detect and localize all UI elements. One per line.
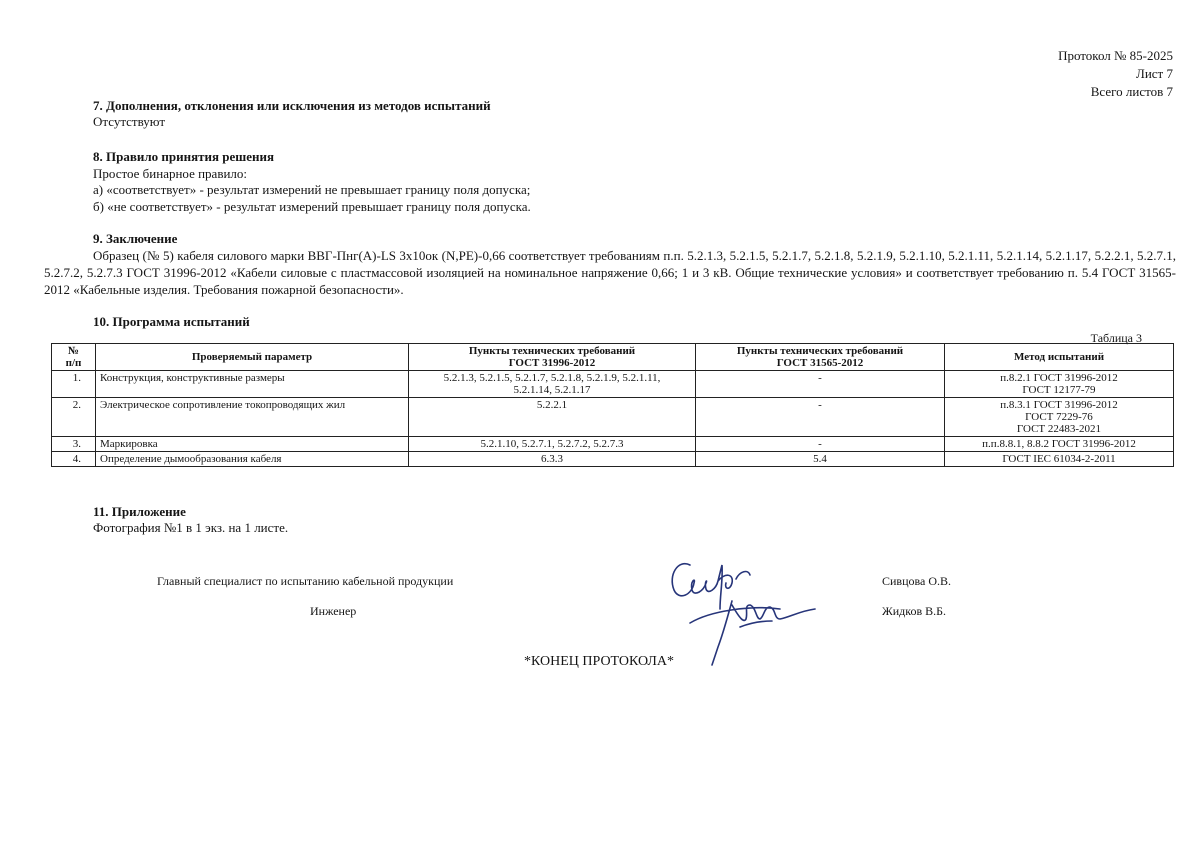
section-10-heading: 10. Программа испытаний xyxy=(93,314,250,329)
handwritten-signatures xyxy=(660,535,830,670)
section-8-line-2: а) «соответствует» - результат измерений не превышает границу поля допуска; xyxy=(93,182,531,197)
row-number: 4. xyxy=(52,452,96,467)
signer-1-name: Сивцова О.В. xyxy=(882,574,952,588)
section-7-text: Отсутствуют xyxy=(93,114,166,129)
table-header-row xyxy=(52,344,1174,371)
row-gost-31565-points: 5.4 xyxy=(696,452,945,467)
row-gost-31996-points: 6.3.3 xyxy=(409,452,696,467)
row-method: ГОСТ IEC 61034-2-2011 xyxy=(945,452,1174,467)
row-gost-31996-points: 5.2.1.3, 5.2.1.5, 5.2.1.7, 5.2.1.8, 5.2.1.9, 5.2.1.11, 5.2.1.14, 5.2.1.17 xyxy=(409,371,696,398)
row-method: п.8.3.1 ГОСТ 31996-2012 ГОСТ 7229-76 ГОСТ 22483-2021 xyxy=(945,398,1174,437)
protocol-number: Протокол № 85-2025 xyxy=(1058,48,1173,63)
conclusion-paragraph: Образец (№ 5) кабеля силового марки ВВГ-Пнг(А)-LS 3х10ок (N,PE)-0,66 соответствует требованиям п.п. 5.2.1.3, 5.2.1.5, 5.2.1.7, 5.2.1.8, 5.2.1.9, 5.2.1.10, 5.2.1.11, 5.2.1.14, 5.2.1.17, 5.2.2.1, 5.2.7.1, 5.2.7.2, 5.2.7.3 ГОСТ 31996-2012 «Кабели силовые с пластмассовой изоляцией на номинальное напряжение 0,66; 1 и 3 кВ. Общие технические условия» и соответствует требованию п. 5.4 ГОСТ 31565-2012 «Кабельные изделия. Требования пожарной безопасности». xyxy=(44,248,1176,297)
row-parameter: Маркировка xyxy=(96,437,409,452)
table-caption: Таблица 3 xyxy=(1090,331,1142,345)
signer-2-name: Жидков В.Б. xyxy=(882,604,947,618)
row-parameter: Определение дымообразования кабеля xyxy=(96,452,409,467)
end-of-protocol: *КОНЕЦ ПРОТОКОЛА* xyxy=(524,654,675,669)
section-8-heading: 8. Правило принятия решения xyxy=(93,149,275,164)
row-gost-31565-points: - xyxy=(696,437,945,452)
col-header-number: № п/п xyxy=(52,344,96,371)
row-number: 2. xyxy=(52,398,96,437)
row-number: 3. xyxy=(52,437,96,452)
table-row xyxy=(52,437,1174,452)
section-11-text: Фотография №1 в 1 экз. на 1 листе. xyxy=(93,520,289,535)
col-header-gost-31565: Пункты технических требований ГОСТ 31565-2012 xyxy=(696,344,945,371)
section-8-line-1: Простое бинарное правило: xyxy=(93,166,248,181)
row-gost-31565-points: - xyxy=(696,398,945,437)
row-method: п.п.8.8.1, 8.8.2 ГОСТ 31996-2012 xyxy=(945,437,1174,452)
signer-1-role: Главный специалист по испытанию кабельной продукции xyxy=(157,574,454,588)
section-8-line-3: б) «не соответствует» - результат измерений превышает границу поля допуска. xyxy=(93,199,531,214)
table-row xyxy=(52,371,1174,398)
section-11-heading: 11. Приложение xyxy=(93,504,186,519)
signer-2-role: Инженер xyxy=(310,604,357,618)
row-gost-31565-points: - xyxy=(696,371,945,398)
row-gost-31996-points: 5.2.1.10, 5.2.7.1, 5.2.7.2, 5.2.7.3 xyxy=(409,437,696,452)
section-7-heading: 7. Дополнения, отклонения или исключения из методов испытаний xyxy=(93,98,491,113)
row-parameter: Электрическое сопротивление токопроводящих жил xyxy=(96,398,409,437)
col-header-method: Метод испытаний xyxy=(945,344,1174,371)
section-9-heading: 9. Заключение xyxy=(93,231,178,246)
sheet-total: Всего листов 7 xyxy=(1090,84,1173,99)
row-gost-31996-points: 5.2.2.1 xyxy=(409,398,696,437)
row-method: п.8.2.1 ГОСТ 31996-2012 ГОСТ 12177-79 xyxy=(945,371,1174,398)
sheet-number: Лист 7 xyxy=(1136,66,1173,81)
row-number: 1. xyxy=(52,371,96,398)
row-parameter: Конструкция, конструктивные размеры xyxy=(96,371,409,398)
table-row xyxy=(52,398,1174,437)
col-header-parameter: Проверяемый параметр xyxy=(96,344,409,371)
table-row xyxy=(52,452,1174,467)
col-header-gost-31996: Пункты технических требований ГОСТ 31996-2012 xyxy=(409,344,696,371)
test-program-table xyxy=(51,343,1174,467)
